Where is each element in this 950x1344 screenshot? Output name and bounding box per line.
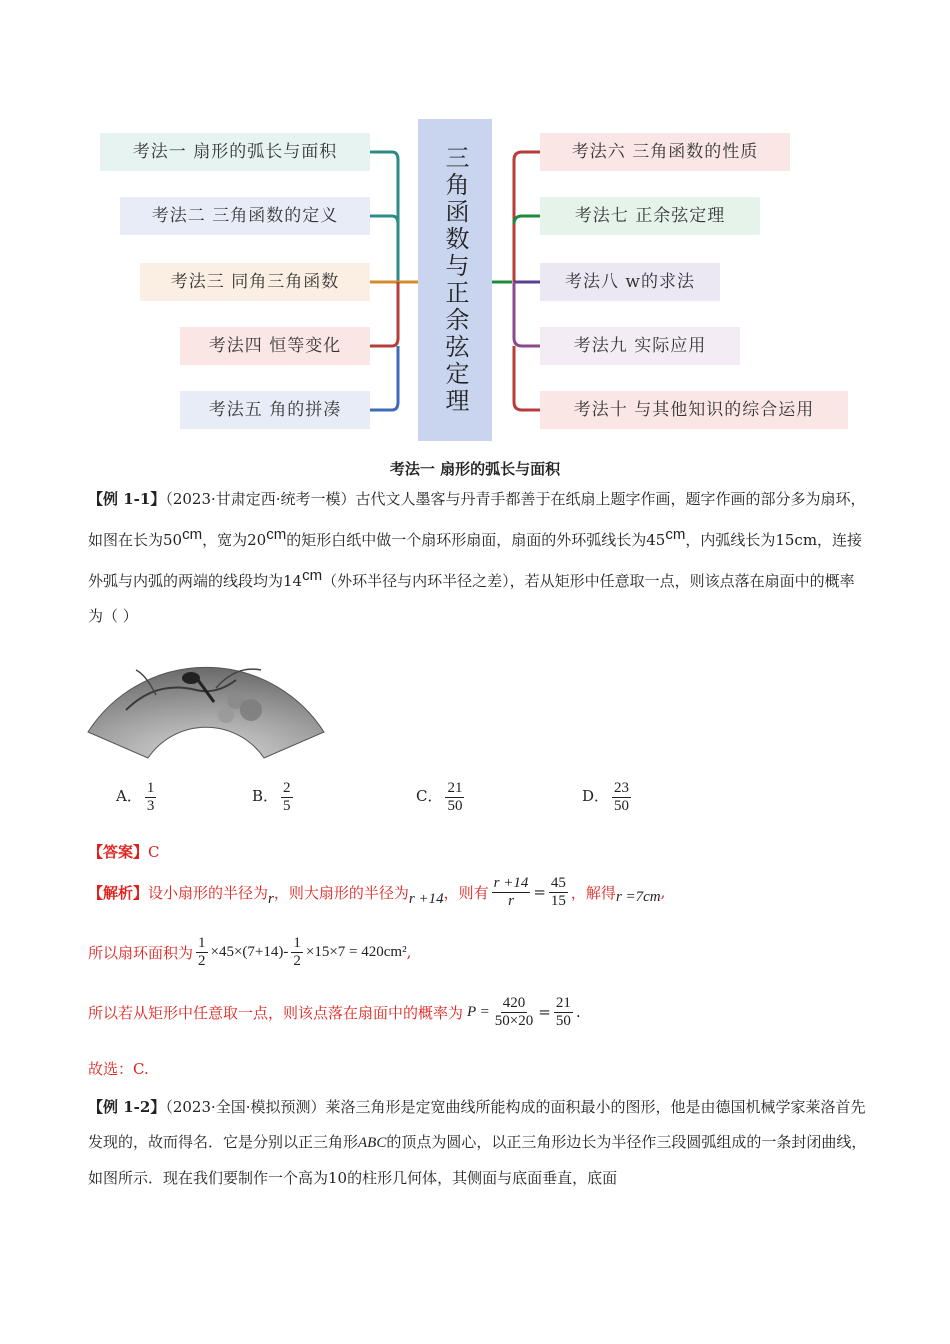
fraction-numerator: 23 (614, 780, 630, 796)
math-p-equals: P = (467, 1003, 490, 1020)
unit-cm: cm (266, 526, 287, 543)
example-1-2-problem (88, 1090, 868, 1196)
math-r-equals: r =7cm (615, 888, 661, 905)
mindmap-node-right-7 (540, 197, 760, 235)
unit-cm: cm (665, 526, 686, 543)
fraction-numerator: r +14 (493, 875, 529, 891)
mindmap-node-label: 考法九 实际应用 (573, 336, 707, 356)
math-abc: ABC (358, 1135, 387, 1151)
problem-text: 的矩形白纸中做一个扇环形扇面，扇面的外环弧线长为 (286, 531, 647, 549)
problem-text: （外环半径与内环半径之差），若从矩形中任意取一点，则该点落在扇面中的概率为（ ） (88, 572, 855, 625)
solution-text: ，则大扇形的半径为 (273, 883, 409, 902)
solution-text: 所以若从矩形中任意取一点，则该点落在扇面中的概率为 (88, 1003, 464, 1022)
mindmap-center-node (418, 119, 492, 441)
mindmap-node-right-6 (540, 133, 790, 171)
problem-text: 莱洛三角形是定宽曲线所能构成的面积最小的图形，他是由德国机械学家莱洛首先发现的，故而得名．它是分别以正三角形 (88, 1098, 866, 1151)
solution-text: 所以扇环面积为 (88, 943, 194, 962)
option-fraction (145, 780, 157, 814)
value-50: 50 (163, 531, 183, 549)
problem-text: 的顶点为圆心，以正三角形边长为半径作三段圆弧组成的一条封闭曲线，如图所示．现在我们要制作一个高为10的柱形几何体，其侧面与底面垂直，底面 (88, 1133, 867, 1187)
fraction-numerator: 21 (555, 995, 571, 1011)
mindmap-node-left-3 (140, 263, 370, 301)
fraction-numerator: 45 (550, 875, 566, 891)
equals-sign: = (538, 1003, 551, 1021)
problem-text: ，宽为 (202, 531, 248, 549)
mindmap-node-left-2 (120, 197, 370, 235)
solution-line-2: 所以扇环面积为 $\frac{1}{2}$ ×45×(7+14)- $\frac{1}{2}$ ×15×7 = 420cm² , (88, 935, 412, 969)
unit-cm: cm (302, 567, 323, 584)
connector-left-5 (370, 346, 398, 410)
fraction-numerator: 420 (502, 995, 526, 1011)
fraction-denominator: 5 (283, 797, 291, 814)
fraction-denominator: 2 (293, 952, 301, 969)
connector-left-2 (370, 216, 398, 224)
example-tag: 【例 1-1】 (88, 490, 166, 508)
fraction-denominator: r (508, 892, 514, 909)
mindmap-node-left-4 (180, 327, 370, 365)
mindmap-center-label: 三角函数与正余弦定理 (441, 145, 469, 415)
example-tag: 【例 1-2】 (88, 1098, 166, 1116)
fraction-denominator: 15 (550, 892, 566, 909)
option-letter: B． (252, 787, 279, 805)
area-expression-part1: ×45×(7+14)- (210, 943, 289, 960)
fraction-21-over-50 (554, 995, 573, 1029)
solution-text: ，解得 (570, 883, 616, 902)
solution-text: ，则有 (443, 883, 489, 902)
connector-right-9 (514, 282, 540, 346)
unit-cm: cm (182, 526, 203, 543)
fraction-r14-over-r (492, 875, 531, 909)
equals-sign: = (533, 883, 546, 901)
mindmap-node-label: 考法六 三角函数的性质 (571, 142, 759, 162)
solution-line-1: 【解析】 设小扇形的半径为 r ，则大扇形的半径为 r +14 ，则有 $\frac{r +14}{r}$ = $\frac{45}{15}$ ，解得 r =7cm , (88, 875, 666, 909)
fraction-denominator: 3 (146, 797, 155, 814)
mindmap-node-label: 考法一 扇形的弧长与面积 (132, 142, 338, 162)
option-a[interactable] (116, 780, 159, 814)
math-r: r (268, 890, 274, 907)
option-letter: C． (416, 787, 443, 805)
area-expression-part2: ×15×7 = 420cm² (305, 943, 407, 960)
fraction-420-over-1000 (493, 995, 535, 1029)
fraction-one-half (196, 935, 208, 969)
connector-right-10 (514, 346, 540, 410)
mindmap-node-label: 考法十 与其他知识的综合运用 (573, 400, 815, 420)
option-fraction (445, 780, 464, 814)
example-1-1-problem (88, 482, 868, 634)
fraction-denominator: 50×20 (494, 1012, 534, 1029)
fraction-numerator: 21 (447, 780, 463, 796)
answer-label: 【答案】 (88, 843, 149, 861)
solution-label: 【解析】 (88, 883, 149, 902)
mindmap-node-right-8 (540, 263, 720, 301)
option-letter: A． (116, 787, 142, 805)
solution-line-3: 所以若从矩形中任意取一点，则该点落在扇面中的概率为 P = $\frac{420}{50\times 20}$ = $\frac{21}{50}$ . (88, 995, 581, 1029)
section-title: 考法一 扇形的弧长与面积 (389, 460, 561, 478)
fraction-denominator: 2 (198, 952, 206, 969)
option-fraction (281, 780, 293, 814)
value-20: 20 (247, 531, 267, 549)
conclusion-line: 故选：C. (88, 1060, 149, 1078)
math-r-plus-14: r +14 (408, 890, 444, 907)
connector-right-7 (514, 216, 540, 224)
mindmap-node-label: 考法三 同角三角函数 (170, 272, 340, 292)
option-fraction (612, 780, 631, 814)
fraction-denominator: 50 (555, 1012, 571, 1029)
solution-text: 设小扇形的半径为 (148, 883, 269, 902)
value-14: 14 (283, 572, 303, 590)
option-d[interactable] (582, 780, 634, 814)
mindmap-node-right-9 (540, 327, 740, 365)
fraction-denominator: 50 (614, 797, 630, 814)
fraction-45-over-15 (549, 875, 568, 909)
problem-text: 古代文人墨客与丹青手都善于在纸扇上题字作画，题字作画的部分多为扇环，如图在长为 (88, 490, 866, 549)
fraction-numerator: 1 (146, 780, 155, 796)
mindmap-node-label: 考法八 w的求法 (565, 272, 695, 292)
problem-text: ，内弧线长为15cm，连接外弧与内弧的两端的线段均为 (88, 531, 863, 590)
answer-line (88, 835, 868, 870)
fan-painting-image (86, 640, 326, 760)
fraction-numerator: 1 (293, 935, 301, 951)
option-b[interactable] (252, 780, 296, 814)
option-letter: D． (582, 787, 610, 805)
mindmap-node-label: 考法七 正余弦定理 (574, 206, 726, 226)
mindmap-node-label: 考法五 角的拼凑 (208, 400, 342, 420)
fraction-denominator: 50 (447, 797, 463, 814)
mindmap-node-right-10 (540, 391, 848, 429)
mindmap-node-left-5 (180, 391, 370, 429)
mindmap-node-label: 考法四 恒等变化 (208, 336, 342, 356)
option-c[interactable] (416, 780, 467, 814)
value-45: 45 (646, 531, 666, 549)
mindmap-node-left-1 (100, 133, 370, 171)
example-source: （2023·甘肃定西·统考一模） (165, 490, 356, 508)
fraction-numerator: 2 (283, 780, 291, 796)
answer-value: C (148, 843, 160, 861)
example-source: （2023·全国·模拟预测） (165, 1098, 326, 1116)
connector-left-4 (370, 282, 398, 346)
mindmap-node-label: 考法二 三角函数的定义 (151, 206, 339, 226)
fraction-one-half (291, 935, 303, 969)
fraction-numerator: 1 (198, 935, 206, 951)
